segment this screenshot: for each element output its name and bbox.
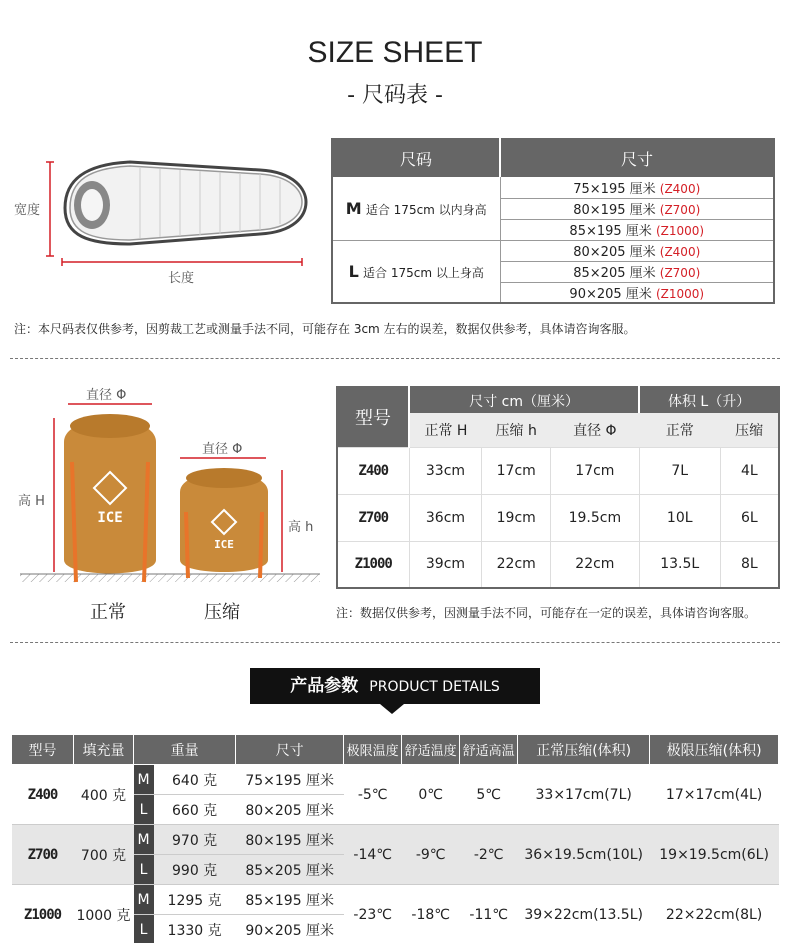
col-dim-header: 尺寸 <box>500 139 774 177</box>
sub-header: 压缩 <box>720 413 779 447</box>
pack-table <box>336 386 780 589</box>
size-note: 注：本尺码表仅供参考，因剪裁工艺或测量手法不同，可能存在 3cm 左右的误差，数据仅供参考，具体请咨询客服。 <box>14 322 636 336</box>
sub-header: 正常 <box>639 413 720 447</box>
table-row: Z700 700 克 M 970 克 80×195 厘米 -14℃ -9℃ -2℃ 36×19.5cm(10L) 19×19.5cm(6L) <box>12 825 779 855</box>
sub-header: 正常 H <box>409 413 482 447</box>
size-desc: 适合 175cm 以内身高 <box>365 202 487 217</box>
pack-note: 注：数据仅供参考，因测量手法不同，可能存在一定的误差，具体请咨询客服。 <box>336 606 757 620</box>
table-row: L 990 克 85×205 厘米 <box>12 855 779 885</box>
height-label: 高 h <box>288 520 314 535</box>
sub-header: 直径 Φ <box>550 413 639 447</box>
table-row: Z400 400 克 M 640 克 75×195 厘米 -5℃ 0℃ 5℃ 33×17cm(7L) 17×17cm(4L) <box>12 765 779 795</box>
svg-text:ICE: ICE <box>97 510 123 526</box>
svg-text:ICE: ICE <box>214 538 234 551</box>
banner-arrow <box>380 704 404 714</box>
size-code: L <box>348 261 359 281</box>
length-label: 长度 <box>168 271 195 286</box>
banner-en: PRODUCT DETAILS <box>369 679 500 695</box>
size-row: 90×205 厘米 (Z1000) <box>569 286 705 302</box>
size-row: 80×195 厘米 (Z700) <box>500 198 774 219</box>
details-banner <box>250 668 540 704</box>
table-row: Z700 36cm 19cm 19.5cm 10L 6L <box>337 494 779 541</box>
size-header: 尺寸 cm（厘米） <box>409 387 639 413</box>
stuff-sack-diagram <box>10 382 330 602</box>
height-label: 高 H <box>18 494 45 509</box>
diameter-label: 直径 Φ <box>86 388 127 403</box>
model-header: 型号 <box>337 387 409 447</box>
table-row: L 1330 克 90×205 厘米 <box>12 915 779 943</box>
size-row: 85×195 厘米 (Z1000) <box>500 219 774 240</box>
page-subtitle: - 尺码表 - <box>347 83 443 108</box>
size-desc: 适合 175cm 以上身高 <box>363 265 484 280</box>
sleeping-bag-diagram <box>10 150 320 290</box>
size-m-cell <box>332 177 500 240</box>
volume-header: 体积 L（升） <box>639 387 779 413</box>
table-row: L 660 克 80×205 厘米 <box>12 795 779 825</box>
compressed-label: 压缩 <box>204 602 240 623</box>
sub-header: 压缩 h <box>482 413 551 447</box>
table-row: Z400 33cm 17cm 17cm 7L 4L <box>337 447 779 494</box>
divider <box>10 642 780 643</box>
details-table: 型号 填充量 重量 尺寸 极限温度 舒适温度 舒适高温 正常压缩(体积) 极限压缩(体积) Z400 400 克 M 640 克 75×195 厘米 -5℃ 0℃ 5℃ 33×17cm(7L) 17×17cm(4L) L 660 克 80×205 厘米 Z700 700 克 M 970 克 80×195 厘米 -14℃ -9℃ -2℃ 36×19.5cm(10L) 19×19.5cm(6L) L 990 克 85×205 厘米 Z1000 1000 克 M 1295 克 85×195 厘米 -23℃ -18℃ -11℃ 39×22cm(13.5L) 22×22cm(8L) L 1330 克 90×205 厘米 <box>11 734 779 943</box>
table-row: Z1000 39cm 22cm 22cm 13.5L 8L <box>337 541 779 588</box>
col-size-header: 尺码 <box>332 139 500 177</box>
size-row: 80×205 厘米 (Z400) <box>500 240 774 261</box>
width-label: 宽度 <box>14 203 41 218</box>
size-chart-table <box>331 138 775 304</box>
diameter-label: 直径 Φ <box>202 442 243 457</box>
banner-cn: 产品参数 <box>290 676 359 696</box>
page-title: SIZE SHEET <box>307 36 483 69</box>
size-row: 75×195 厘米 (Z400) <box>500 177 774 198</box>
normal-label: 正常 <box>90 602 126 623</box>
size-row: 85×205 厘米 (Z700) <box>500 261 774 282</box>
size-code: M <box>345 198 362 218</box>
size-l-cell <box>332 240 500 303</box>
table-row: Z1000 1000 克 M 1295 克 85×195 厘米 -23℃ -18℃ -11℃ 39×22cm(13.5L) 22×22cm(8L) <box>12 885 779 915</box>
divider <box>10 358 780 359</box>
